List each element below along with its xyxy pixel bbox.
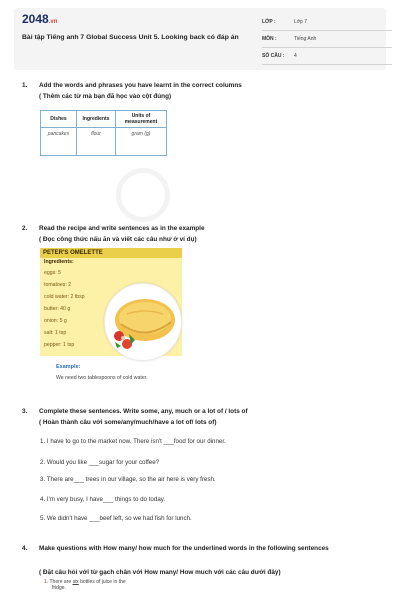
sub-question-text-line2: fridge. (52, 585, 66, 591)
sub-question-1 (44, 579, 126, 591)
question-title: Make questions with How many/ how much for the underlined words in the following sentences (39, 545, 329, 552)
sentence-item: 2. Would you like ___sugar for your coffee? (40, 459, 160, 466)
worksheet-header (14, 8, 386, 70)
worksheet-title: Bài tập Tiếng anh 7 Global Success Unit 5. Looking back có đáp án (22, 34, 239, 41)
question-subtitle: ( Đọc công thức nấu ăn và viết các câu như ở ví dụ) (39, 236, 197, 243)
ingredient-item: butter: 40 g (44, 306, 71, 312)
ingredient-item: cold water: 2 tbsp (44, 294, 85, 300)
sentence-item: 5. We didn't have ___beef left, so we had fish for lunch. (40, 515, 192, 522)
table-row (41, 128, 167, 156)
table-cell: flour (77, 128, 116, 156)
question-number: 3. (22, 408, 28, 415)
meta-value: Tiếng Anh (294, 36, 317, 42)
ingredient-item: onion: 5 g (44, 318, 67, 324)
meta-value: Lớp 7 (294, 19, 308, 25)
question-subtitle: ( Đặt câu hỏi với từ gạch chân với How many/ How much với các câu dưới đây) (39, 569, 281, 576)
worksheet-meta (262, 14, 392, 65)
question-number: 2. (22, 225, 28, 232)
example-sentence: We need two tablespoons of cold water. (56, 375, 148, 381)
ingredient-item: pepper: 1 tsp (44, 342, 75, 348)
table-header-row (41, 111, 167, 128)
table-cell: pancakes (41, 128, 77, 156)
question-number: 1. (22, 82, 28, 89)
sentence-item: 3. There are___ trees in our village, so the air here is very fresh. (40, 476, 216, 483)
ingredient-item: salt: 1 tsp (44, 330, 67, 336)
logo-suffix: .vn (48, 19, 58, 25)
omelette-icon (105, 284, 181, 360)
ingredients-heading: Ingredients: (44, 259, 74, 265)
sub-question-text: There are (49, 579, 73, 585)
question-subtitle: ( Thêm các từ mà bạn đã học vào cột đúng) (39, 93, 172, 100)
underlined-word: six (72, 579, 79, 585)
question-number: 4. (22, 545, 28, 552)
site-logo[interactable] (22, 12, 57, 26)
question-subtitle: ( Hoàn thành câu với some/any/much/have a lot of/ lots of) (39, 419, 217, 426)
meta-row-class (262, 14, 392, 31)
table-header: Units of measurement (116, 111, 167, 128)
logo-text: 2048 (22, 12, 49, 26)
recipe-title: PETER'S OMELETTE (40, 248, 182, 258)
watermark-ring (116, 168, 170, 222)
sub-question-text-rest: bottles of juice in the (78, 579, 126, 585)
vocabulary-table (40, 110, 167, 156)
meta-key: SỐ CÂU : (262, 53, 285, 59)
sentence-item: 1. I have to go to the market now. There isn't ___food for our dinner. (40, 438, 226, 445)
table-header: Ingredients (77, 111, 116, 128)
example-label: Example: (56, 364, 81, 370)
meta-row-subject (262, 31, 392, 48)
table-header: Dishes (41, 111, 77, 128)
sentence-item: 4. I'm very busy, I have___ things to do today. (40, 496, 166, 503)
omelette-image (104, 283, 182, 361)
ingredient-item: tomatoes: 2 (44, 282, 72, 288)
sub-question-number: 1. (44, 579, 49, 585)
meta-row-count (262, 48, 392, 65)
question-title: Add the words and phrases you have learnt in the correct columns (39, 82, 242, 89)
table-cell: gram (g) (116, 128, 167, 156)
question-title: Read the recipe and write sentences as in the example (39, 225, 205, 232)
question-title: Complete these sentences. Write some, any, much or a lot of / lots of (39, 408, 248, 415)
meta-key: LỚP : (262, 19, 276, 25)
meta-key: MÔN : (262, 36, 277, 42)
ingredient-item: eggs: 5 (44, 270, 62, 276)
meta-value: 4 (294, 53, 297, 59)
